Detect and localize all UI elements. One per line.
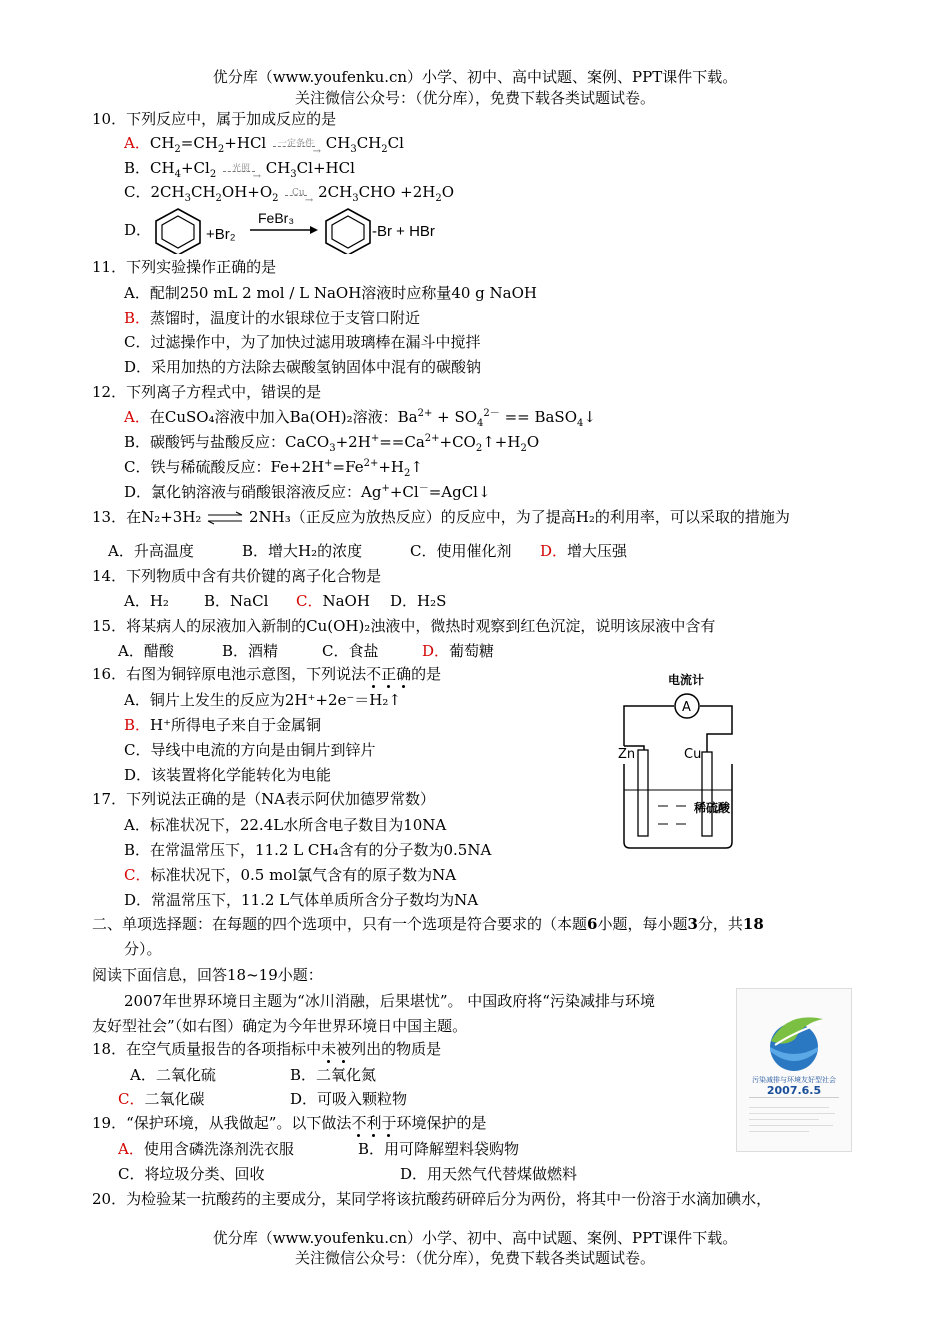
section-2-instructions-end: 分）。 xyxy=(124,940,162,958)
copper-label: Cu xyxy=(684,747,702,762)
zinc-electrode xyxy=(638,750,648,836)
q16-option-d: D．该装置将化学能转化为电能 xyxy=(124,766,332,784)
q16-option-a: A．铜片上发生的反应为2H⁺+2e⁻＝H₂↑ xyxy=(124,691,401,709)
q19-option-d: D．用天然气代替煤做燃料 xyxy=(400,1165,578,1183)
q12-option-b: B．碳酸钙与盐酸反应：$CaCO_3+2H^+==Ca^{2+}+CO_2↑+H_2O$ xyxy=(124,433,540,454)
q17-option-a: A．标准状况下，22.4L水所含电子数目为10NA xyxy=(124,816,447,834)
poster-title: 污染减排与环境友好型社会 xyxy=(752,1076,836,1084)
equilibrium-arrow-icon xyxy=(206,511,244,525)
q17-option-c: C．标准状况下，0.5 mol氯气含有的原子数为NA xyxy=(124,866,457,884)
answer-mark: D． xyxy=(540,542,568,560)
q11-option-a: A．配制250 mL 2 mol / L NaOH溶液时应称量40 g NaOH xyxy=(124,284,537,302)
q11-stem: 11．下列实验操作正确的是 xyxy=(92,258,277,276)
answer-mark: A． xyxy=(124,134,150,152)
answer-mark: D． xyxy=(422,642,450,660)
ammeter-label: 电流计 xyxy=(668,673,705,687)
answer-mark: B． xyxy=(124,309,151,327)
q17-stem: 17．下列说法正确的是（NA表示阿伏加德罗常数） xyxy=(92,790,436,808)
reaction-arrow: Cu → xyxy=(283,186,313,200)
benzene-ring-icon xyxy=(156,209,200,254)
q10-option-c: C．$2CH_3CH_2OH+O_2$ Cu → $2CH_3CHO +2H_2O$ xyxy=(124,183,455,206)
reagent-br2: +Br₂ xyxy=(206,226,236,243)
answer-mark: A． xyxy=(124,408,150,426)
q10-option-d-label: D． xyxy=(124,221,152,239)
q18-option-b: B．二氧化氮 xyxy=(290,1066,377,1084)
q20-stem: 20．为检验某一抗酸药的主要成分，某同学将该抗酸药研碎后分为两份，将其中一份溶于水滴加碘水， xyxy=(92,1190,772,1208)
q16-option-c: C．导线中电流的方向是由铜片到锌片 xyxy=(124,741,376,759)
zinc-label: Zn xyxy=(618,747,636,762)
q12-option-c: C．铁与稀硫酸反应：$Fe+2H^+=Fe^{2+}+H_2↑$ xyxy=(124,458,423,479)
q19-stem: 19．“保护环境，从我做起”。以下做法不利于环境保护的是 xyxy=(92,1114,487,1132)
q12-option-a: A．在CuSO₄溶液中加入Ba(OH)₂溶液：$Ba^{2+} + SO_4^{2-}$ == BaSO$_4$↓ xyxy=(124,408,596,429)
q14-option-b: B．NaCl xyxy=(204,592,269,610)
q18-option-c: C．二氧化碳 xyxy=(118,1090,205,1108)
q13-stem: 13．在N₂+3H₂ 2NH₃（正反应为放热反应）的反应中，为了提高H₂的利用率，可以采取的措施为 xyxy=(92,508,790,526)
q19-option-c: C．将垃圾分类、回收 xyxy=(118,1165,265,1183)
q19-option-a: A．使用含磷洗涤剂洗衣服 xyxy=(118,1140,294,1158)
q19-option-b: B．用可降解塑料袋购物 xyxy=(358,1140,520,1158)
q10-option-b: B．$CH_4+Cl_2$ 光照 → $CH_3Cl+HCl$ xyxy=(124,159,355,182)
q15-stem: 15．将某病人的尿液加入新制的Cu(OH)₂浊液中，微热时观察到红色沉淀，说明该尿液中含有 xyxy=(92,617,716,635)
q14-option-d: D．H₂S xyxy=(390,592,447,610)
q15-option-c: C．食盐 xyxy=(322,642,379,660)
q15-option-a: A．醋酸 xyxy=(118,642,174,660)
q16-option-b: B．H⁺所得电子来自于金属铜 xyxy=(124,716,322,734)
footer-line-2: 关注微信公众号：（优分库），免费下载各类试题试卷。 xyxy=(294,1249,655,1267)
q15-option-d: D．葡萄糖 xyxy=(422,642,495,660)
q13-option-d: D．增大压强 xyxy=(540,542,628,560)
product-br-hbr: -Br + HBr xyxy=(372,223,435,240)
answer-mark: C． xyxy=(124,866,151,884)
poster-logo-icon xyxy=(737,989,851,1151)
answer-mark: A． xyxy=(118,1140,144,1158)
reading-paragraph-1: 2007年世界环境日主题为“冰川消融，后果堪忧”。 中国政府将“污染减排与环境 xyxy=(124,992,655,1010)
benzene-bromination-equation xyxy=(150,206,450,254)
q15-option-b: B．酒精 xyxy=(222,642,279,660)
environment-day-poster xyxy=(736,988,852,1152)
poster-date: 2007.6.5 xyxy=(766,1084,822,1097)
section-2-instructions: 二、单项选择题：在每题的四个选项中，只有一个选项是符合要求的（本题6小题，每小题3分，共18 xyxy=(92,915,764,933)
q11-option-b: B．蒸馏时，温度计的水银球位于支管口附近 xyxy=(124,309,421,327)
q13-option-c: C．使用催化剂 xyxy=(410,542,512,560)
reaction-arrow: 一定条件 → xyxy=(271,137,321,151)
header-line-2: 关注微信公众号：（优分库），免费下载各类试题试卷。 xyxy=(294,89,655,107)
benzene-ring-icon xyxy=(326,209,370,254)
q18-option-d: D．可吸入颗粒物 xyxy=(290,1090,408,1108)
catalyst-febr3: FeBr₃ xyxy=(258,210,295,226)
q11-option-d: D．采用加热的方法除去碳酸氢钠固体中混有的碳酸钠 xyxy=(124,358,482,376)
q17-option-d: D．常温常压下，11.2 L气体单质所含分子数均为NA xyxy=(124,891,479,909)
ammeter-symbol: A xyxy=(682,700,691,715)
q18-option-a: A．二氧化硫 xyxy=(130,1066,216,1084)
q10-stem: 10．下列反应中，属于加成反应的是 xyxy=(92,110,337,128)
q11-option-c: C．过滤操作中，为了加快过滤用玻璃棒在漏斗中搅拌 xyxy=(124,333,481,351)
q14-option-c: C．NaOH xyxy=(296,592,370,610)
acid-label: 稀硫酸 xyxy=(694,801,731,815)
answer-mark: C． xyxy=(118,1090,145,1108)
q12-stem: 12．下列离子方程式中，错误的是 xyxy=(92,383,322,401)
q10-option-a: A．$CH_2=CH_2+HCl$ 一定条件 → $CH_3CH_2Cl$ xyxy=(124,134,404,157)
q16-stem: 16．右图为铜锌原电池示意图，下列说法不正确的是 xyxy=(92,665,442,683)
q13-option-b: B．增大H₂的浓度 xyxy=(242,542,363,560)
copper-electrode xyxy=(702,752,712,836)
q14-stem: 14．下列物质中含有共价键的离子化合物是 xyxy=(92,567,382,585)
q12-option-d: D．氯化钠溶液与硝酸银溶液反应：Ag++Cl－=AgCl↓ xyxy=(124,483,491,501)
q13-option-a: A．升高温度 xyxy=(108,542,194,560)
answer-mark: C． xyxy=(296,592,323,610)
answer-mark: B． xyxy=(124,716,151,734)
footer-line-1: 优分库（www.youfenku.cn）小学、初中、高中试题、案例、PPT课件下载。 xyxy=(212,1229,738,1247)
reaction-arrow: 光照 → xyxy=(221,162,261,176)
header-line-1: 优分库（www.youfenku.cn）小学、初中、高中试题、案例、PPT课件下载。 xyxy=(212,68,738,86)
reading-intro: 阅读下面信息，回答18~19小题： xyxy=(92,966,323,984)
q18-stem: 18．在空气质量报告的各项指标中未被列出的物质是 xyxy=(92,1040,442,1058)
reading-paragraph-2: 友好型社会”（如右图）确定为今年世界环境日中国主题。 xyxy=(92,1017,468,1035)
q17-option-b: B．在常温常压下，11.2 L CH₄含有的分子数为0.5NA xyxy=(124,841,492,859)
copper-zinc-cell-diagram xyxy=(610,666,750,852)
q14-option-a: A．H₂ xyxy=(124,592,169,610)
